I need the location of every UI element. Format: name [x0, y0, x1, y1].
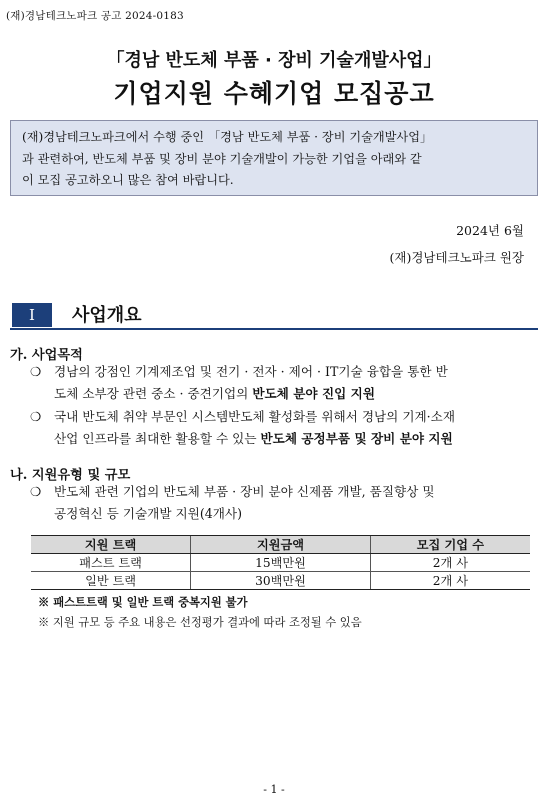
table-cell: 일반 트랙: [31, 572, 191, 590]
intro-box: [10, 120, 538, 196]
table-cell: 2개 사: [370, 554, 530, 572]
table-row: [31, 572, 530, 590]
circle-bullet-icon: ❍: [30, 364, 42, 379]
bullet-text: 산업 인프라를 최대한 활용할 수 있는: [54, 430, 261, 446]
table-header-row: [31, 536, 530, 554]
title-line1: 「경남 반도체 부품 · 장비 기술개발사업」: [106, 50, 442, 71]
bullet-text: 도체 소부장 관련 중소 · 중견기업의: [54, 385, 253, 401]
section-divider: [10, 328, 538, 330]
column-header: 모집 기업 수: [370, 536, 530, 554]
section-number: Ⅰ: [12, 303, 52, 327]
list-item: [30, 361, 538, 404]
intro-line: (재)경남테크노파크에서 수행 중인 「경남 반도체 부품 · 장비 기술개발사업」: [22, 130, 433, 144]
page-title: 기업지원 수혜기업 모집공고: [113, 79, 435, 108]
section-header: [10, 297, 538, 329]
issuer: (재)경남테크노파크 원장: [389, 250, 524, 265]
table-row: [31, 554, 530, 572]
bullet-emphasis: 반도체 분야 진입 지원: [252, 385, 375, 401]
bullet-text: 공정혁신 등 기술개발 지원(4개사): [54, 505, 243, 521]
issue-date: 2024년 6월: [456, 223, 524, 238]
subheading-support: 나. 지원유형 및 규모: [10, 468, 131, 483]
subheading-purpose: 가. 사업목적: [10, 348, 83, 363]
table-cell: 30백만원: [191, 572, 371, 590]
circle-bullet-icon: ❍: [30, 484, 42, 499]
list-item: [30, 481, 538, 524]
bullet-text: 국내 반도체 취약 부문인 시스템반도체 활성화를 위해서 경남의 기계·소재: [54, 409, 455, 424]
column-header: 지원 트랙: [31, 536, 191, 554]
table-cell: 15백만원: [191, 554, 371, 572]
bullet-text: 반도체 관련 기업의 반도체 부품 · 장비 분야 신제품 개발, 품질향상 및: [54, 484, 435, 499]
circle-bullet-icon: ❍: [30, 409, 42, 424]
list-item: [30, 406, 538, 449]
table-cell: 2개 사: [370, 572, 530, 590]
note-adjustment: ※ 지원 규모 등 주요 내용은 선정평가 결과에 따라 조정될 수 있음: [38, 616, 362, 629]
column-header: 지원금액: [191, 536, 371, 554]
bullet-emphasis: 반도체 공정부품 및 장비 분야 지원: [260, 430, 453, 446]
section-title: 사업개요: [72, 305, 142, 326]
note-no-duplicate: ※ 패스트트랙 및 일반 트랙 중복지원 불가: [38, 595, 248, 609]
intro-line: 이 모집 공고하오니 많은 참여 바랍니다.: [22, 173, 234, 187]
intro-line: 과 관련하여, 반도체 부품 및 장비 분야 기술개발이 가능한 기업을 아래와 같: [22, 151, 422, 166]
bullet-text: 경남의 강점인 기계제조업 및 전기 · 전자 · 제어 · IT기술 융합을 통한 반: [54, 364, 448, 379]
notice-number: (재)경남테크노파크 공고 2024-0183: [6, 10, 184, 22]
support-table: [31, 535, 530, 590]
table-cell: 패스트 트랙: [31, 554, 191, 572]
page-number: - 1 -: [263, 783, 285, 796]
